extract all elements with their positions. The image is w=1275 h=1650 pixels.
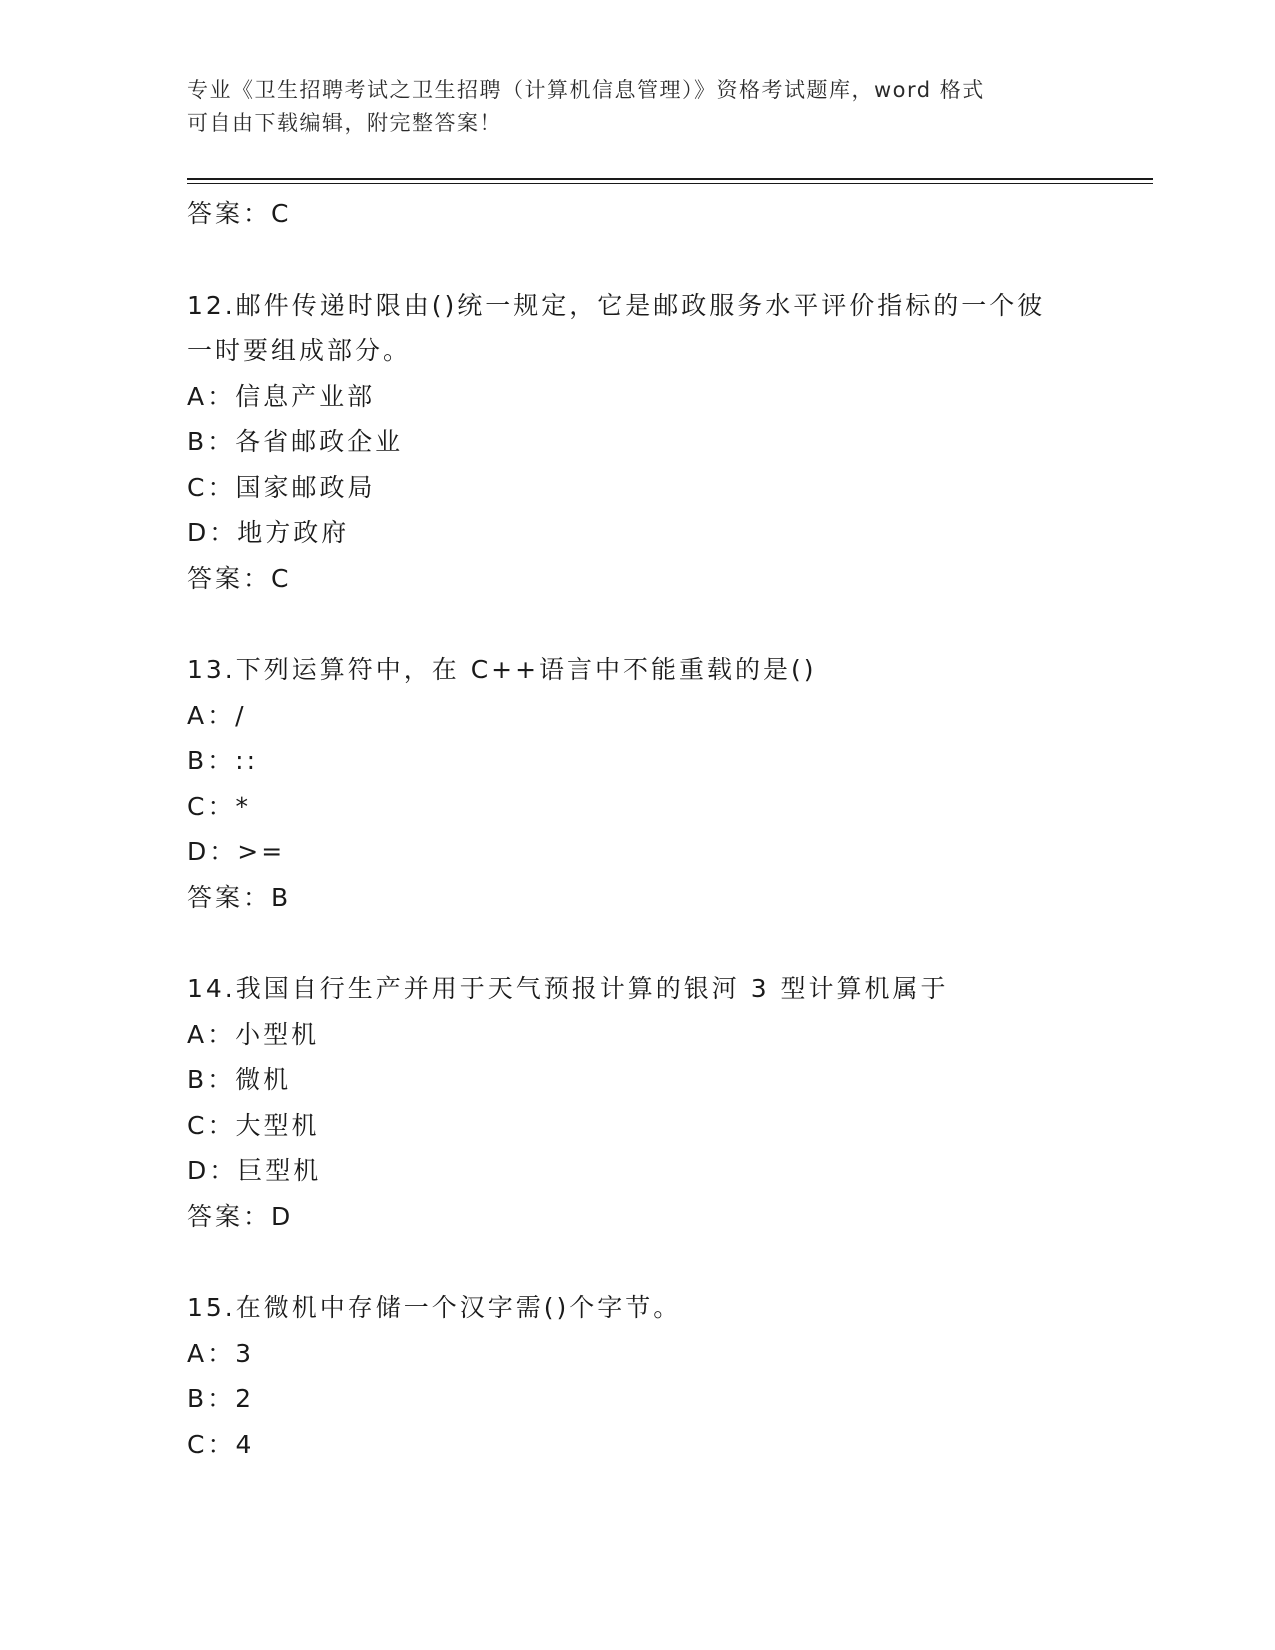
question-15 [187, 1285, 1107, 1467]
option-a: A：3 [187, 1338, 255, 1368]
option-d: D：地方政府 [187, 518, 350, 547]
spacer [187, 1239, 1107, 1285]
answer: 答案：D [187, 1201, 294, 1231]
question-14 [187, 966, 1107, 1239]
option-b: B：:: [187, 746, 258, 775]
option-a: A：信息产业部 [187, 381, 376, 411]
question-12 [187, 283, 1107, 602]
spacer [187, 601, 1107, 647]
answer: 答案：C [187, 563, 292, 593]
option-d: D：巨型机 [187, 1156, 322, 1185]
header-line-2: 可自由下载编辑，附完整答案！ [187, 111, 502, 135]
spacer [187, 920, 1107, 966]
spacer [187, 237, 1107, 283]
question-stem: 一时要组成部分。 [187, 336, 412, 365]
option-a: A：小型机 [187, 1019, 320, 1049]
option-b: B：2 [187, 1384, 255, 1413]
option-a: A：/ [187, 700, 247, 730]
question-stem: 12.邮件传递时限由()统一规定，它是邮政服务水平评价指标的一个彼 [187, 290, 1046, 320]
option-c: C：大型机 [187, 1110, 320, 1140]
option-c: C：* [187, 791, 251, 821]
option-c: C：国家邮政局 [187, 472, 376, 502]
answer: 答案：B [187, 882, 292, 912]
header-line-1: 专业《卫生招聘考试之卫生招聘（计算机信息管理）》资格考试题库，word 格式 [187, 78, 985, 102]
option-b: B：各省邮政企业 [187, 427, 404, 456]
previous-answer: 答案：C [187, 199, 292, 228]
question-stem: 14.我国自行生产并用于天气预报计算的银河 3 型计算机属于 [187, 974, 949, 1003]
question-stem: 13.下列运算符中，在 C++语言中不能重载的是() [187, 655, 817, 684]
option-c: C：4 [187, 1429, 255, 1459]
page-header [187, 74, 1087, 140]
option-d: D：>= [187, 837, 286, 866]
option-b: B：微机 [187, 1065, 292, 1094]
header-rule-thick [187, 178, 1153, 180]
question-13 [187, 647, 1107, 920]
question-stem: 15.在微机中存储一个汉字需()个字节。 [187, 1293, 682, 1322]
question-list [187, 191, 1107, 1467]
header-rule-thin [187, 183, 1153, 184]
